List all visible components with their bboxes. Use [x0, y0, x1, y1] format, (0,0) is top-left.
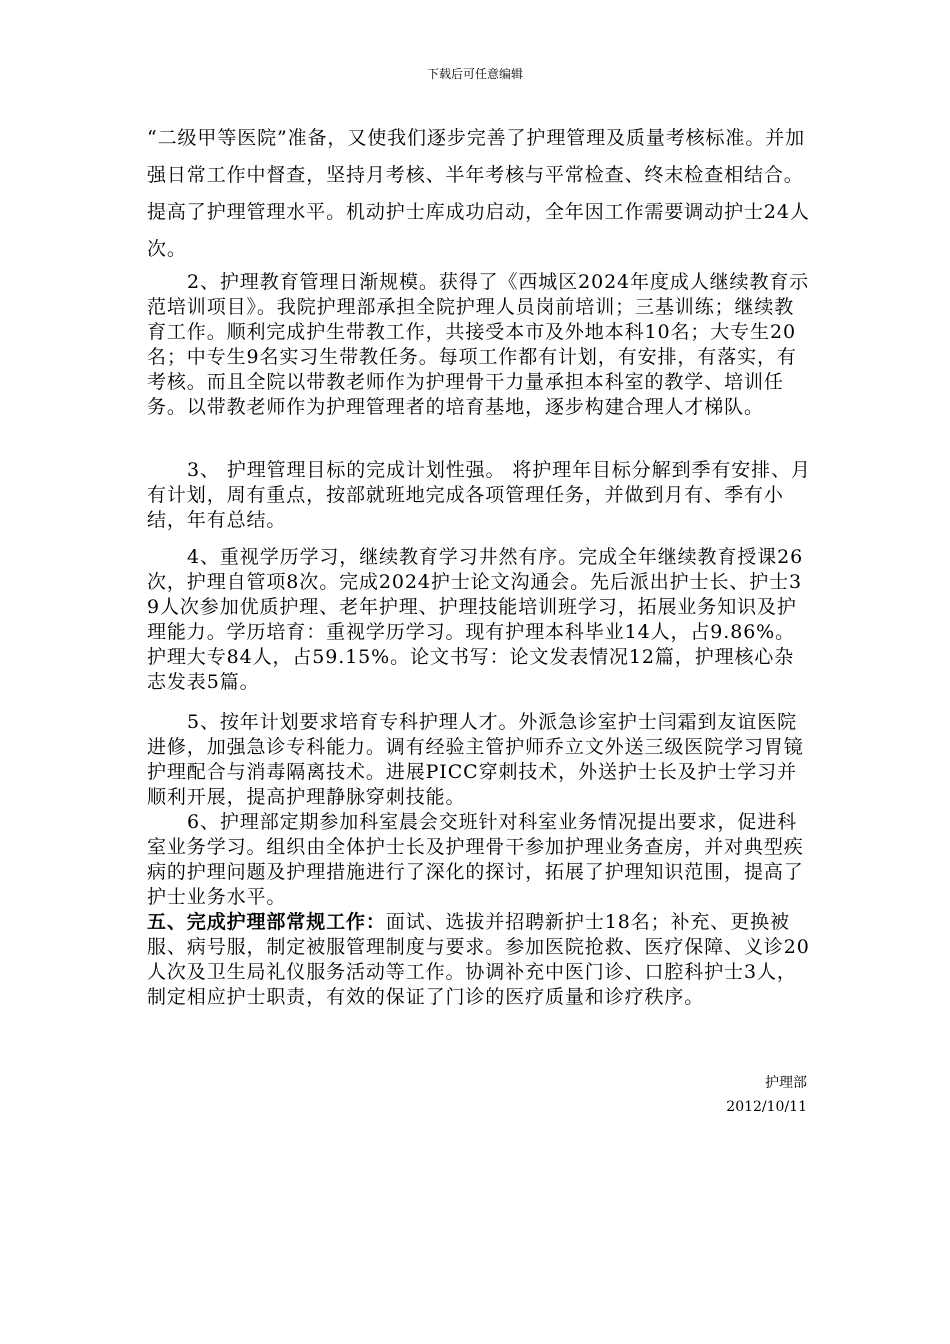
paragraph-routine-work: [147, 910, 812, 1010]
header-note: 下载后可任意编辑: [426, 67, 523, 81]
paragraph-education-management: 2、护理教育管理日渐规模。获得了《西城区2024年度成人继续教育示范培训项目》。我院护理部承担全院护理人员岗前培训；三基训练；继续教育工作。顺利完成护生带教工作，共接受本市及外地本科10名；大专生20名；中专生9名实习生带教任务。每项工作都有计划，有安排，有落实，有考核。而且全院以带教老师作为护理骨干力量承担本科室的教学、培训任务。以带教老师作为护理管理者的培育基地，逐步构建合理人才梯队。: [147, 271, 810, 418]
paragraph-management-goals: 3、 护理管理目标的完成计划性强。 将护理年目标分解到季有安排、月有计划，周有重点，按部就班地完成各项管理任务，并做到月有、季有小结，年有总结。: [147, 459, 811, 531]
signature-date: 2012/10/11: [726, 1099, 807, 1115]
routine-work-text: 面试、选拔并招聘新护士18名；补充、更换被服、病号服，制定被服管理制度与要求。参加医院抢救、医疗保障、义诊20人次及卫生局礼仪服务活动等工作。协调补充中医门诊、口腔科护士3人，制定相应护士职责，有效的保证了门诊的医疗质量和诊疗秩序。: [147, 911, 810, 1008]
paragraph-morning-meetings: 6、护理部定期参加科室晨会交班针对科室业务情况提出要求，促进科室业务学习。组织由全体护士长及护理骨干参加护理业务查房，并对典型疾病的护理问题及护理措施进行了深化的探讨，拓展了护理知识范围，提高了护士业务水平。: [147, 811, 804, 908]
paragraph-specialist-training: 5、按年计划要求培育专科护理人才。外派急诊室护士闫霜到友谊医院进修，加强急诊专科能力。调有经验主管护师乔立文外送三级医院学习胃镜护理配合与消毒隔离技术。进展PICC穿刺技术，外送护士长及护士学习并顺利开展，提高护理静脉穿刺技能。: [147, 711, 804, 808]
section-heading-routine-work: 五、完成护理部常规工作：: [147, 911, 386, 933]
paragraph-continuing-education: 4、重视学历学习，继续教育学习井然有序。完成全年继续教育授课26次，护理自管项8次。完成2024护士论文沟通会。先后派出护士长、护士39人次参加优质护理、老年护理、护理技能培训班学习，拓展业务知识及护理能力。学历培育：重视学历学习。现有护理本科毕业14人，占9.86%。护理大专84人，占59.15%。论文书写：论文发表情况12篇，护理核心杂志发表5篇。: [147, 546, 804, 693]
paragraph-continuation: “二级甲等医院”准备，又使我们逐步完善了护理管理及质量考核标准。并加强日常工作中督查，坚持月考核、半年考核与平常检查、终末检查相结合。提高了护理管理水平。机动护士库成功启动，全年因工作需要调动护士24人次。: [147, 127, 810, 260]
signature-department: 护理部: [765, 1075, 807, 1091]
